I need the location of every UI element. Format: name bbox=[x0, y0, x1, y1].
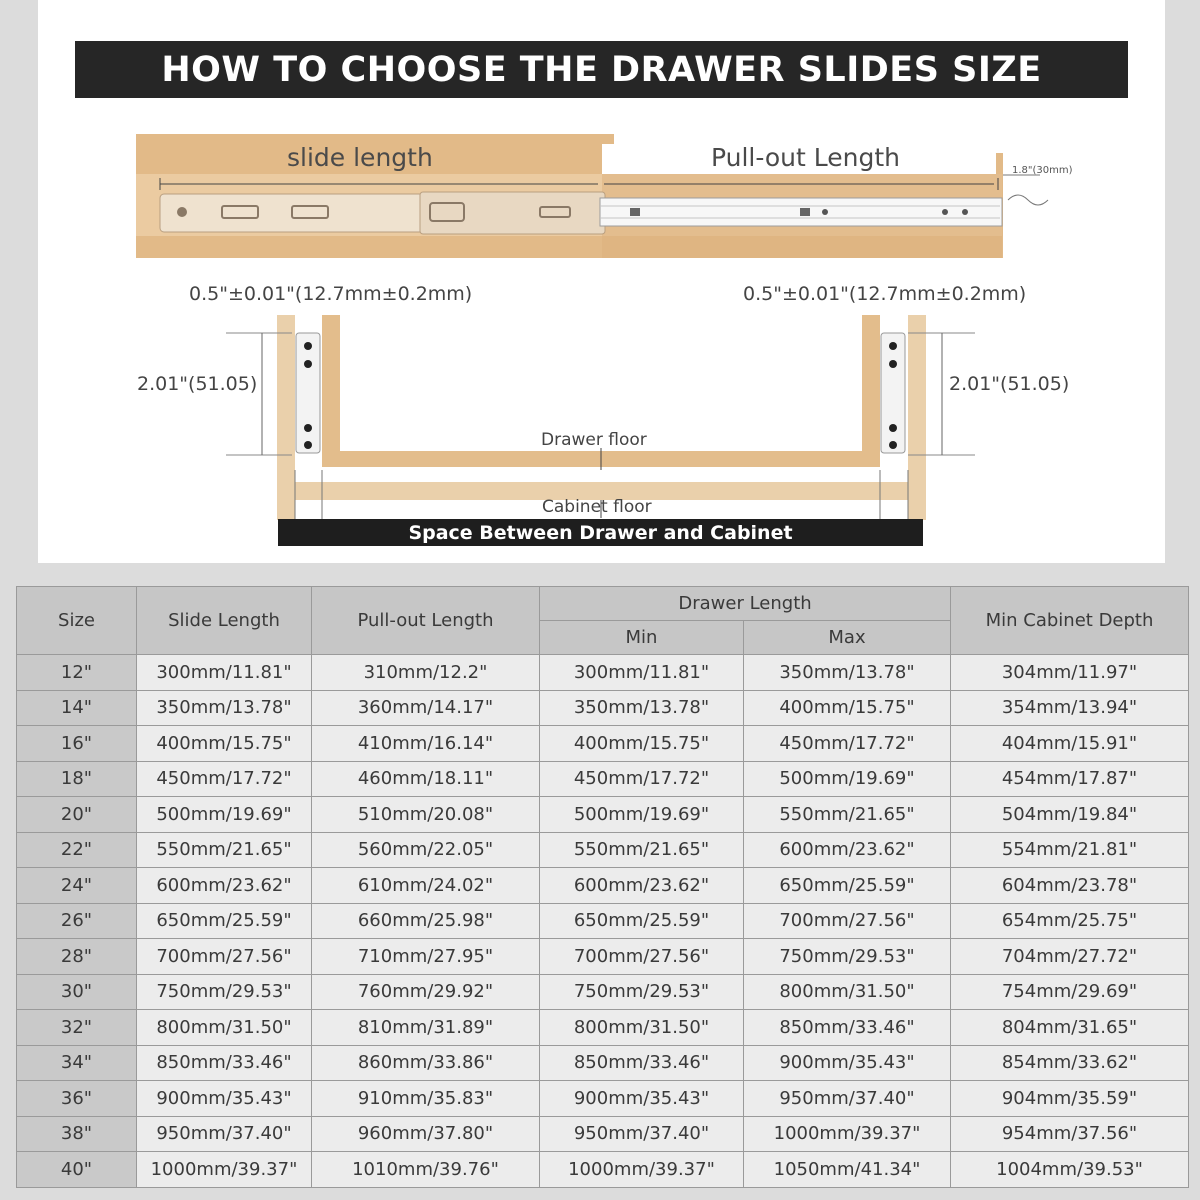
drawer-min-cell: 900mm/35.43" bbox=[540, 1081, 744, 1117]
min-cabinet-depth-cell: 554mm/21.81" bbox=[951, 832, 1189, 868]
header-drawer-length: Drawer Length bbox=[540, 587, 951, 621]
drawer-max-cell: 750mm/29.53" bbox=[744, 939, 951, 975]
slide-side-view bbox=[136, 134, 1048, 258]
drawer-max-cell: 900mm/35.43" bbox=[744, 1045, 951, 1081]
drawer-min-cell: 950mm/37.40" bbox=[540, 1116, 744, 1152]
table-row bbox=[17, 1152, 1189, 1188]
min-cabinet-depth-cell: 404mm/15.91" bbox=[951, 726, 1189, 762]
drawer-min-cell: 400mm/15.75" bbox=[540, 726, 744, 762]
header-min-cabinet-depth: Min Cabinet Depth bbox=[951, 587, 1189, 655]
pullout-length-cell: 460mm/18.11" bbox=[312, 761, 540, 797]
pullout-length-cell: 910mm/35.83" bbox=[312, 1081, 540, 1117]
pullout-length-cell: 1010mm/39.76" bbox=[312, 1152, 540, 1188]
slide-length-cell: 600mm/23.62" bbox=[137, 868, 312, 904]
slide-length-cell: 800mm/31.50" bbox=[137, 1010, 312, 1046]
slide-length-cell: 450mm/17.72" bbox=[137, 761, 312, 797]
size-cell: 24" bbox=[17, 868, 137, 904]
left-clearance-label: 0.5"±0.01"(12.7mm±0.2mm) bbox=[189, 283, 473, 305]
slide-length-cell: 650mm/25.59" bbox=[137, 903, 312, 939]
pullout-length-cell: 960mm/37.80" bbox=[312, 1116, 540, 1152]
size-cell: 38" bbox=[17, 1116, 137, 1152]
table-row bbox=[17, 690, 1189, 726]
drawer-min-cell: 1000mm/39.37" bbox=[540, 1152, 744, 1188]
pullout-length-cell: 760mm/29.92" bbox=[312, 974, 540, 1010]
slide-length-cell: 750mm/29.53" bbox=[137, 974, 312, 1010]
drawer-min-cell: 300mm/11.81" bbox=[540, 655, 744, 691]
pullout-length-cell: 810mm/31.89" bbox=[312, 1010, 540, 1046]
size-cell: 28" bbox=[17, 939, 137, 975]
size-cell: 34" bbox=[17, 1045, 137, 1081]
min-cabinet-depth-cell: 654mm/25.75" bbox=[951, 903, 1189, 939]
size-cell: 26" bbox=[17, 903, 137, 939]
min-cabinet-depth-cell: 1004mm/39.53" bbox=[951, 1152, 1189, 1188]
table-row bbox=[17, 903, 1189, 939]
size-cell: 12" bbox=[17, 655, 137, 691]
table-body bbox=[17, 655, 1189, 1188]
space-caption: Space Between Drawer and Cabinet bbox=[278, 519, 923, 546]
drawer-min-cell: 500mm/19.69" bbox=[540, 797, 744, 833]
size-cell: 32" bbox=[17, 1010, 137, 1046]
cabinet-floor-label: Cabinet floor bbox=[542, 497, 652, 517]
pullout-length-cell: 660mm/25.98" bbox=[312, 903, 540, 939]
table-row bbox=[17, 868, 1189, 904]
drawer-max-cell: 500mm/19.69" bbox=[744, 761, 951, 797]
drawer-max-cell: 600mm/23.62" bbox=[744, 832, 951, 868]
table-row bbox=[17, 726, 1189, 762]
right-clearance-label: 0.5"±0.01"(12.7mm±0.2mm) bbox=[743, 283, 1027, 305]
slide-length-cell: 400mm/15.75" bbox=[137, 726, 312, 762]
drawer-min-cell: 650mm/25.59" bbox=[540, 903, 744, 939]
pullout-length-cell: 410mm/16.14" bbox=[312, 726, 540, 762]
slide-length-cell: 850mm/33.46" bbox=[137, 1045, 312, 1081]
min-cabinet-depth-cell: 954mm/37.56" bbox=[951, 1116, 1189, 1152]
pullout-length-cell: 610mm/24.02" bbox=[312, 868, 540, 904]
drawer-min-cell: 550mm/21.65" bbox=[540, 832, 744, 868]
drawer-max-cell: 1000mm/39.37" bbox=[744, 1116, 951, 1152]
pullout-length-cell: 510mm/20.08" bbox=[312, 797, 540, 833]
drawer-max-cell: 950mm/37.40" bbox=[744, 1081, 951, 1117]
drawer-min-cell: 700mm/27.56" bbox=[540, 939, 744, 975]
min-cabinet-depth-cell: 904mm/35.59" bbox=[951, 1081, 1189, 1117]
min-cabinet-depth-cell: 504mm/19.84" bbox=[951, 797, 1189, 833]
table-row bbox=[17, 974, 1189, 1010]
drawer-max-cell: 800mm/31.50" bbox=[744, 974, 951, 1010]
drawer-max-cell: 850mm/33.46" bbox=[744, 1010, 951, 1046]
header-min: Min bbox=[540, 621, 744, 655]
pullout-length-cell: 310mm/12.2" bbox=[312, 655, 540, 691]
pullout-length-label: Pull-out Length bbox=[711, 143, 900, 172]
header-max: Max bbox=[744, 621, 951, 655]
slide-length-cell: 1000mm/39.37" bbox=[137, 1152, 312, 1188]
size-cell: 18" bbox=[17, 761, 137, 797]
table-row bbox=[17, 1010, 1189, 1046]
min-cabinet-depth-cell: 354mm/13.94" bbox=[951, 690, 1189, 726]
header-size: Size bbox=[17, 587, 137, 655]
size-cell: 14" bbox=[17, 690, 137, 726]
drawer-max-cell: 450mm/17.72" bbox=[744, 726, 951, 762]
slide-length-cell: 500mm/19.69" bbox=[137, 797, 312, 833]
size-cell: 40" bbox=[17, 1152, 137, 1188]
pullout-length-cell: 710mm/27.95" bbox=[312, 939, 540, 975]
drawer-max-cell: 350mm/13.78" bbox=[744, 655, 951, 691]
table-row bbox=[17, 655, 1189, 691]
size-cell: 30" bbox=[17, 974, 137, 1010]
drawer-min-cell: 800mm/31.50" bbox=[540, 1010, 744, 1046]
slide-length-cell: 300mm/11.81" bbox=[137, 655, 312, 691]
drawer-min-cell: 450mm/17.72" bbox=[540, 761, 744, 797]
left-height-label: 2.01"(51.05) bbox=[137, 373, 258, 395]
min-cabinet-depth-cell: 604mm/23.78" bbox=[951, 868, 1189, 904]
table-row bbox=[17, 1045, 1189, 1081]
table-row bbox=[17, 832, 1189, 868]
slide-length-cell: 900mm/35.43" bbox=[137, 1081, 312, 1117]
right-height-label: 2.01"(51.05) bbox=[949, 373, 1070, 395]
slide-length-label: slide length bbox=[287, 143, 433, 172]
table-row bbox=[17, 1116, 1189, 1152]
drawer-min-cell: 600mm/23.62" bbox=[540, 868, 744, 904]
size-table bbox=[16, 586, 1189, 1188]
table-row bbox=[17, 761, 1189, 797]
min-cabinet-depth-cell: 854mm/33.62" bbox=[951, 1045, 1189, 1081]
size-cell: 16" bbox=[17, 726, 137, 762]
gap-label: 1.8"(30mm) bbox=[1012, 165, 1073, 176]
drawer-max-cell: 400mm/15.75" bbox=[744, 690, 951, 726]
table-row bbox=[17, 1081, 1189, 1117]
drawer-min-cell: 350mm/13.78" bbox=[540, 690, 744, 726]
header-pullout-length: Pull-out Length bbox=[312, 587, 540, 655]
slide-length-cell: 550mm/21.65" bbox=[137, 832, 312, 868]
drawer-max-cell: 1050mm/41.34" bbox=[744, 1152, 951, 1188]
drawer-max-cell: 550mm/21.65" bbox=[744, 797, 951, 833]
size-cell: 36" bbox=[17, 1081, 137, 1117]
slide-length-cell: 350mm/13.78" bbox=[137, 690, 312, 726]
size-cell: 22" bbox=[17, 832, 137, 868]
drawer-cross-section bbox=[226, 315, 975, 520]
min-cabinet-depth-cell: 754mm/29.69" bbox=[951, 974, 1189, 1010]
pullout-length-cell: 360mm/14.17" bbox=[312, 690, 540, 726]
pullout-length-cell: 560mm/22.05" bbox=[312, 832, 540, 868]
min-cabinet-depth-cell: 704mm/27.72" bbox=[951, 939, 1189, 975]
drawer-min-cell: 850mm/33.46" bbox=[540, 1045, 744, 1081]
min-cabinet-depth-cell: 304mm/11.97" bbox=[951, 655, 1189, 691]
drawer-floor-label: Drawer floor bbox=[541, 430, 647, 450]
table-row bbox=[17, 797, 1189, 833]
slide-length-cell: 700mm/27.56" bbox=[137, 939, 312, 975]
min-cabinet-depth-cell: 454mm/17.87" bbox=[951, 761, 1189, 797]
drawer-max-cell: 700mm/27.56" bbox=[744, 903, 951, 939]
slide-length-cell: 950mm/37.40" bbox=[137, 1116, 312, 1152]
table-row bbox=[17, 939, 1189, 975]
min-cabinet-depth-cell: 804mm/31.65" bbox=[951, 1010, 1189, 1046]
size-cell: 20" bbox=[17, 797, 137, 833]
header-slide-length: Slide Length bbox=[137, 587, 312, 655]
page-title: HOW TO CHOOSE THE DRAWER SLIDES SIZE bbox=[75, 41, 1128, 98]
pullout-length-cell: 860mm/33.86" bbox=[312, 1045, 540, 1081]
drawer-min-cell: 750mm/29.53" bbox=[540, 974, 744, 1010]
drawer-max-cell: 650mm/25.59" bbox=[744, 868, 951, 904]
